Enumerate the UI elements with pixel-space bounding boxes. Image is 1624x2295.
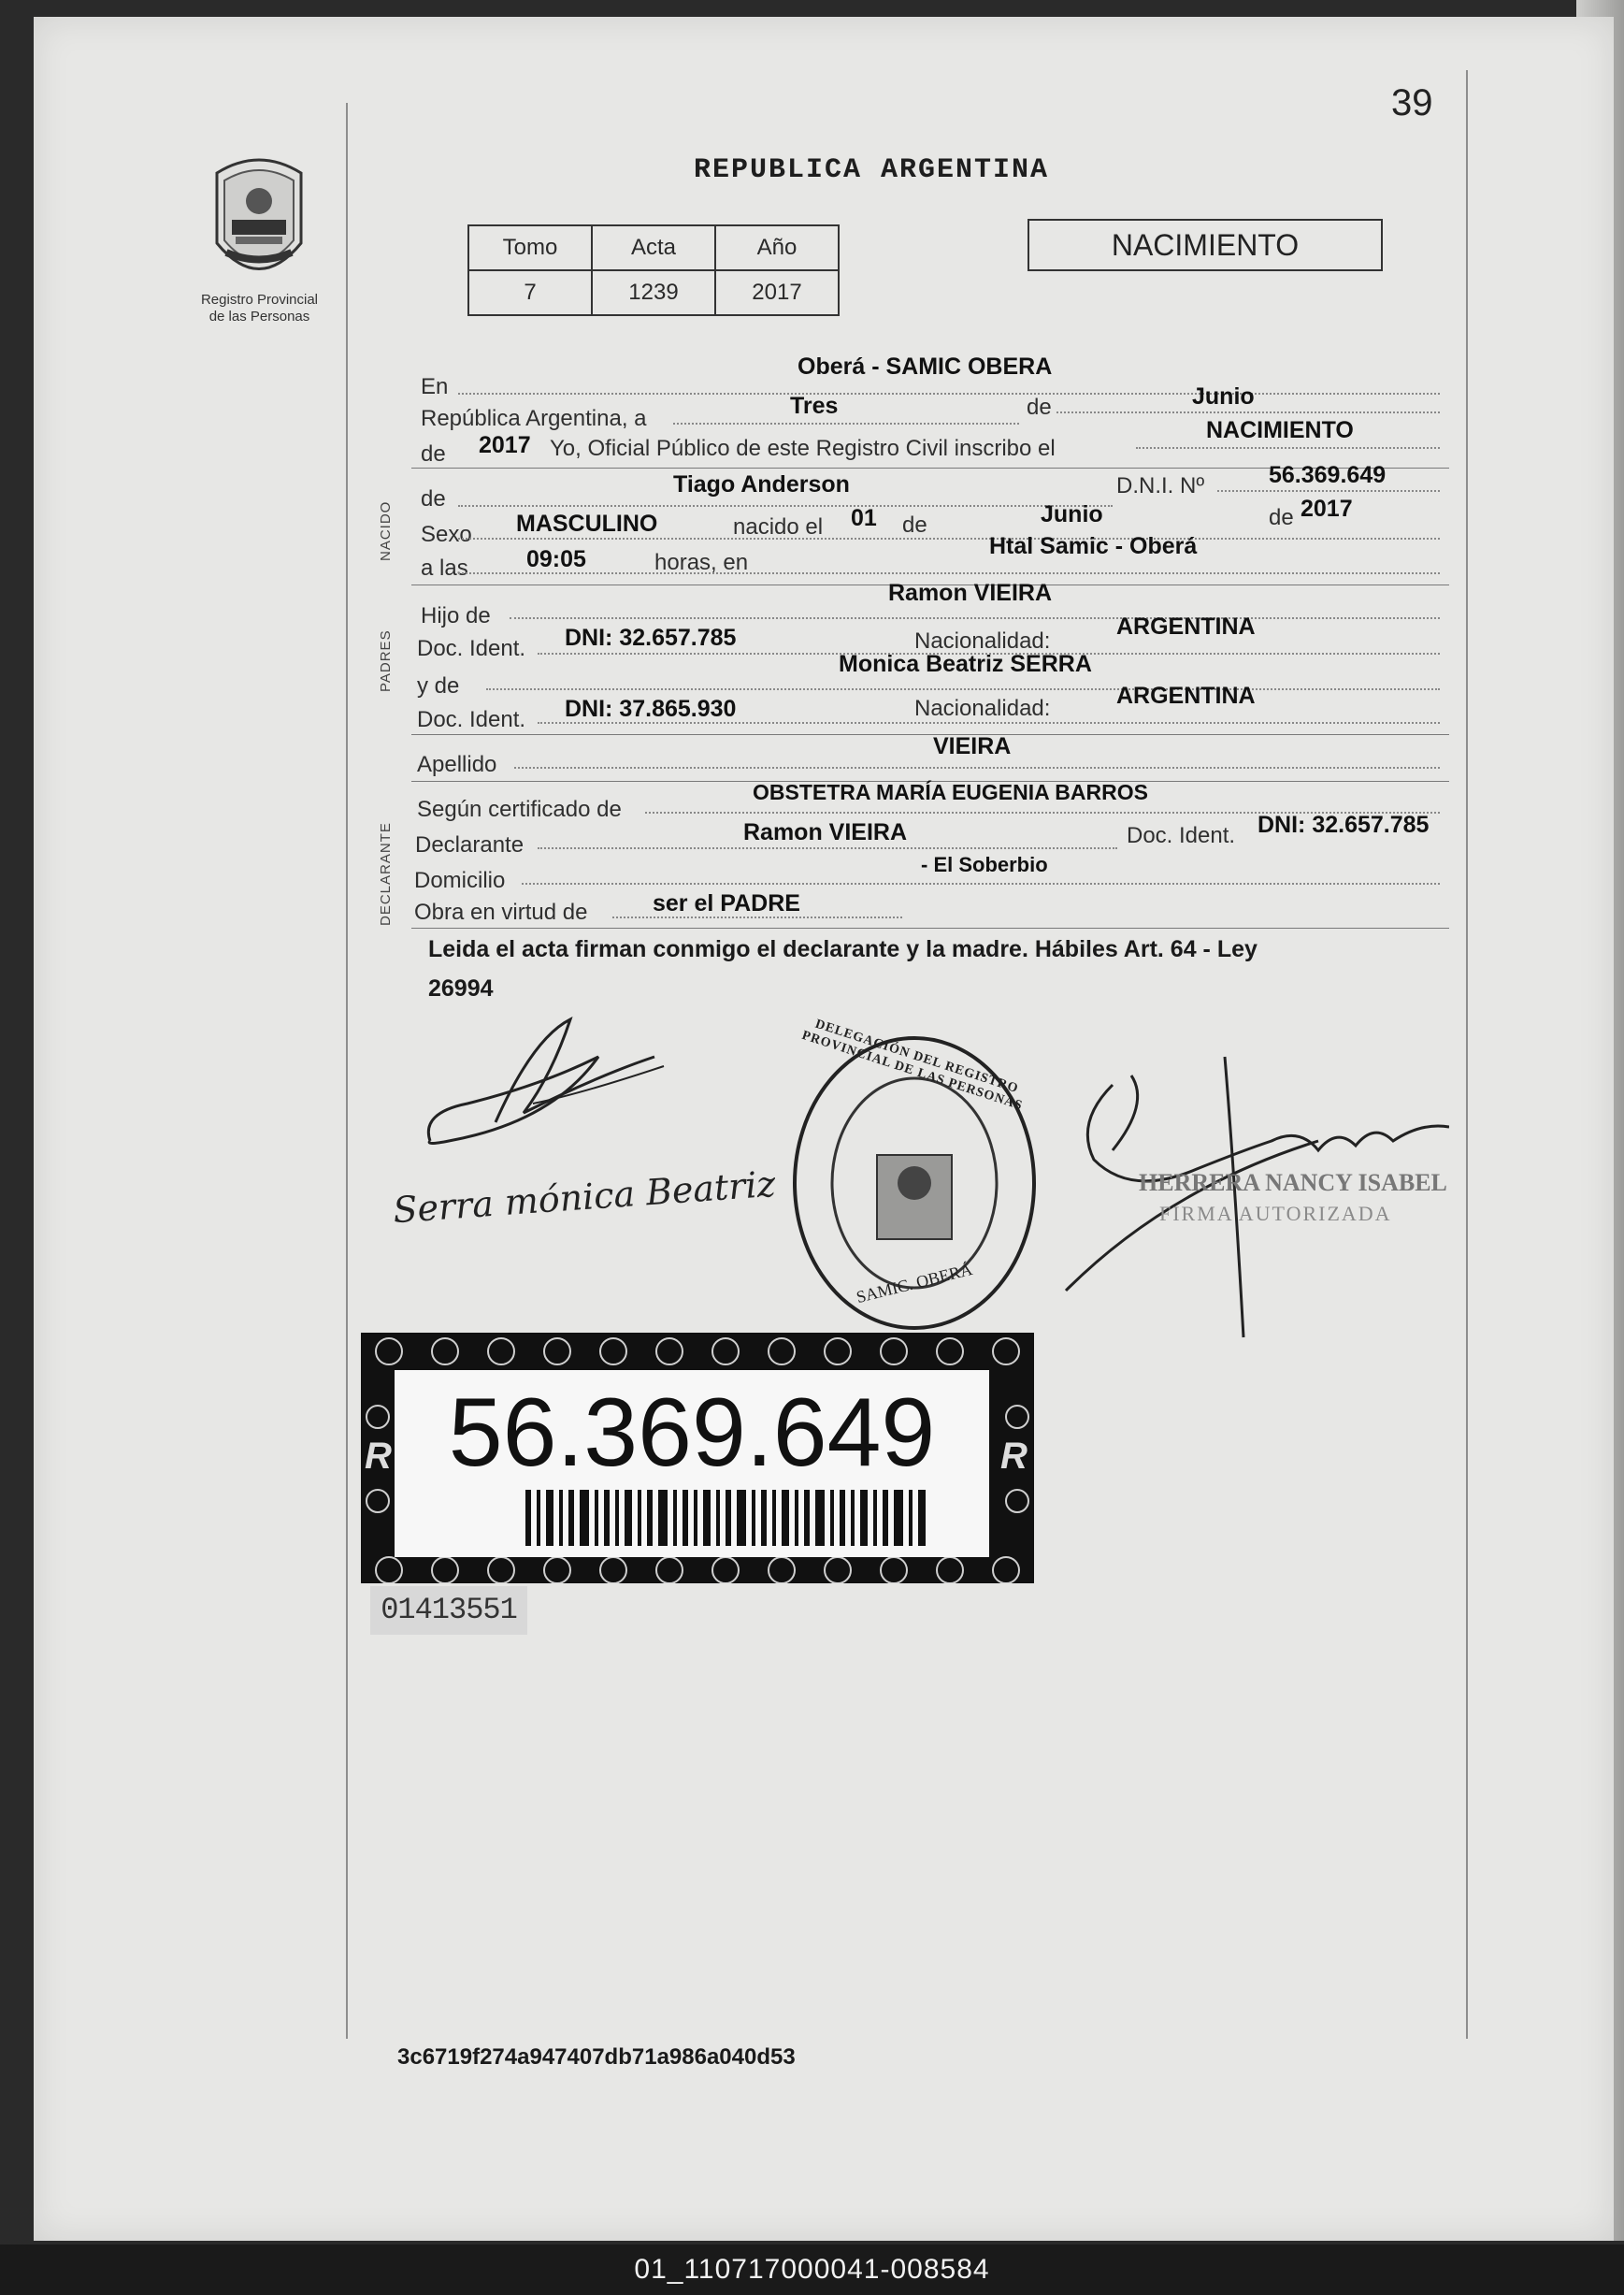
apellido-value: VIEIRA: [933, 733, 1012, 759]
mother-nat-value: ARGENTINA: [1116, 683, 1256, 709]
day-word-value: Tres: [790, 393, 839, 419]
mother-signature: Serra mónica Beatriz: [391, 1162, 777, 1232]
dotted-line: [538, 722, 1440, 724]
declarante-doc-label: Doc. Ident.: [1127, 823, 1236, 848]
record-reference-table: [467, 224, 840, 316]
section-rule: [411, 928, 1449, 929]
declarante-signature: [411, 1001, 692, 1160]
birth-day-value: 01: [851, 505, 877, 531]
sticker-label: [395, 1370, 989, 1557]
padres-section-label: PADRES: [378, 629, 394, 692]
closing-line-1: Leida el acta firman conmigo el declarante y la madre. Hábiles Art. 64 - Ley: [428, 936, 1258, 962]
father-nat-label: Nacionalidad:: [914, 628, 1051, 654]
dotted-line: [1217, 490, 1440, 492]
ref-header-anio: Año: [715, 225, 839, 270]
dotted-line: [458, 538, 1440, 540]
declarante-value: Ramon VIEIRA: [743, 819, 908, 845]
birth-de-label: de: [902, 512, 927, 538]
certificado-label: Según certificado de: [417, 797, 622, 822]
dotted-line: [458, 572, 1440, 574]
coat-of-arms-icon: [198, 154, 320, 285]
ref-header-acta: Acta: [592, 225, 715, 270]
a-las-label: a las: [421, 556, 468, 581]
birth-de-label-2: de: [1269, 505, 1294, 530]
ref-value-tomo: 7: [468, 270, 592, 315]
official-seal: [783, 1017, 1045, 1337]
obra-label: Obra en virtud de: [414, 900, 588, 925]
dotted-line: [1056, 411, 1440, 413]
id-number-sticker: [361, 1333, 1034, 1583]
dotted-line: [514, 767, 1440, 769]
dotted-line: [510, 617, 1440, 619]
y-de-label: y de: [417, 673, 460, 699]
sexo-value: MASCULINO: [516, 511, 658, 537]
father-nat-value: ARGENTINA: [1116, 613, 1256, 640]
dotted-line: [1136, 447, 1440, 449]
ref-header-row: [468, 225, 839, 270]
sticker-letter-left: R: [365, 1436, 392, 1477]
dotted-line: [522, 883, 1440, 885]
ref-value-row: [468, 270, 839, 315]
birth-year-value: 2017: [1301, 496, 1353, 522]
obra-value: ser el PADRE: [653, 890, 800, 917]
republica-label: República Argentina, a: [421, 406, 647, 431]
barcode: [525, 1490, 927, 1546]
domicilio-value: - El Soberbio: [921, 853, 1048, 876]
dotted-line: [612, 917, 902, 918]
hijo-de-label: Hijo de: [421, 603, 491, 628]
logo-caption: [178, 292, 341, 325]
official-stamp-role: FIRMA AUTORIZADA: [1159, 1202, 1392, 1225]
year-value: 2017: [479, 432, 531, 458]
sticker-number: 56.369.649: [448, 1378, 936, 1487]
dotted-line: [458, 393, 1440, 395]
closing-statement: [428, 930, 1258, 1008]
official-stamp-name: HERRERA NANCY ISABEL: [1139, 1169, 1447, 1196]
father-doc-label: Doc. Ident.: [417, 636, 526, 661]
seal-arc-text: DELEGACIÓN DEL REGISTRO PROVINCIAL DE LAS PERSONAS: [799, 1017, 1025, 1114]
declarante-doc-value: DNI: 32.657.785: [1258, 812, 1430, 838]
ref-value-acta: 1239: [592, 270, 715, 315]
horas-en-label: horas, en: [654, 550, 749, 575]
certificado-value: OBSTETRA MARÍA EUGENIA BARROS: [753, 780, 1148, 804]
seal-bottom-text: SAMIC. OBERÁ: [854, 1259, 974, 1307]
right-margin-line: [1466, 70, 1468, 2039]
birth-month-value: Junio: [1041, 501, 1103, 527]
inscribed-value: NACIMIENTO: [1206, 417, 1354, 443]
de-label: de: [1027, 395, 1052, 420]
domicilio-label: Domicilio: [414, 868, 506, 893]
mother-nat-label: Nacionalidad:: [914, 696, 1051, 721]
mother-doc-label: Doc. Ident.: [417, 707, 526, 732]
closing-line-2: 26994: [428, 975, 494, 1002]
child-name-value: Tiago Anderson: [673, 471, 850, 498]
dotted-line: [486, 688, 1440, 690]
nacido-el-label: nacido el: [733, 514, 824, 540]
en-label: En: [421, 374, 449, 399]
sexo-label: Sexo: [421, 522, 472, 547]
father-name-value: Ramon VIEIRA: [888, 580, 1053, 606]
dni-label: D.N.I. Nº: [1116, 473, 1205, 498]
ref-header-tomo: Tomo: [468, 225, 592, 270]
dotted-line: [673, 423, 1019, 425]
section-rule: [411, 734, 1449, 735]
document-title: REPUBLICA ARGENTINA: [694, 154, 1050, 186]
page-number: 39: [1391, 82, 1433, 123]
mother-doc-value: DNI: 37.865.930: [565, 696, 737, 722]
birth-place-value: Htal Samic - Oberá: [989, 533, 1198, 559]
dotted-line: [458, 505, 1113, 507]
control-number: 01413551: [370, 1586, 527, 1635]
logo-caption-line1: Registro Provincial: [200, 292, 319, 308]
place-value: Oberá - SAMIC OBERA: [798, 354, 1053, 380]
left-margin-line: [346, 103, 348, 2039]
nacido-section-label: NACIDO: [378, 500, 394, 561]
official-text: Yo, Oficial Público de este Registro Civil inscribo el: [550, 436, 1056, 461]
apellido-label: Apellido: [417, 752, 497, 777]
sticker-letter-right: R: [1000, 1436, 1028, 1477]
record-type-box: NACIMIENTO: [1028, 219, 1383, 271]
nacido-de-label: de: [421, 486, 446, 512]
year-prefix-label: de: [421, 441, 446, 467]
hour-value: 09:05: [526, 546, 586, 572]
logo-caption-line2: de las Personas: [208, 309, 310, 325]
province-logo: [198, 154, 320, 285]
footer-id: 01_110717000041-008584: [0, 2244, 1624, 2295]
child-dni-value: 56.369.649: [1269, 462, 1387, 488]
mother-name-value: Monica Beatriz SERRA: [839, 651, 1092, 677]
declarante-section-label: DECLARANTE: [378, 822, 394, 926]
document-hash: 3c6719f274a947407db71a986a040d53: [397, 2044, 796, 2070]
dotted-line: [538, 847, 1117, 849]
ref-value-anio: 2017: [715, 270, 839, 315]
month-value: Junio: [1192, 383, 1255, 410]
father-doc-value: DNI: 32.657.785: [565, 625, 737, 651]
declarante-label: Declarante: [415, 832, 525, 858]
